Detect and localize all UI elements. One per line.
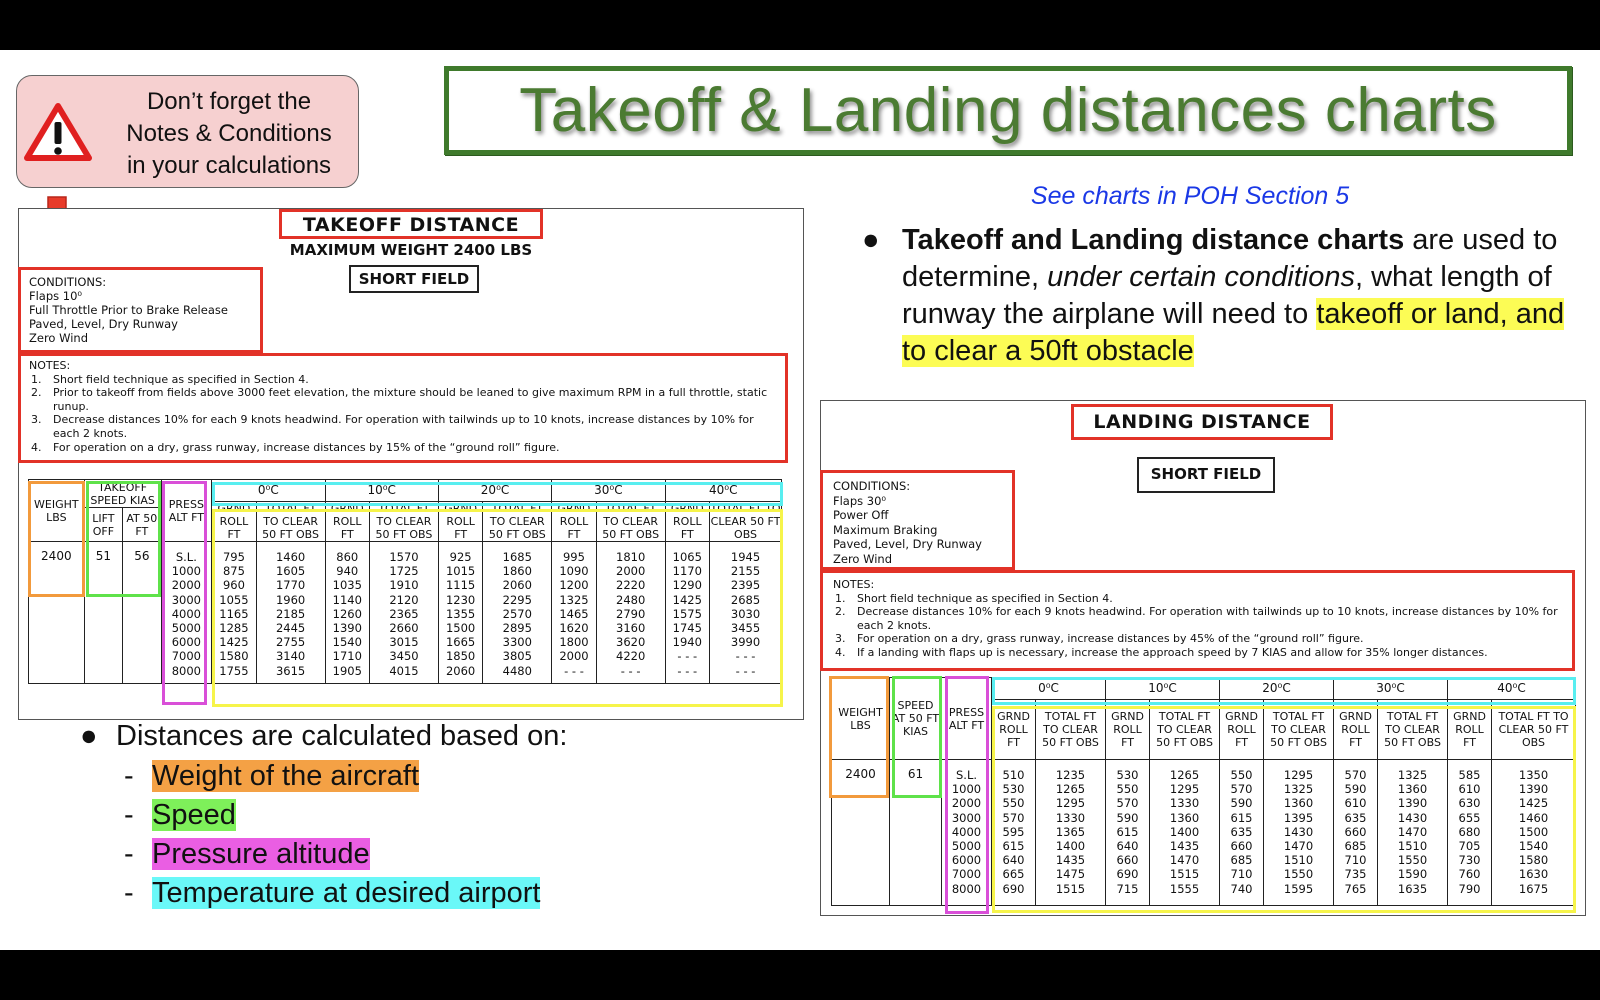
speed-header: SPEED AT 50 FT KIAS: [890, 678, 942, 760]
grnd-roll-header: GRND ROLL FT: [1334, 700, 1378, 760]
grnd-roll-column: 795 875 960 1055 1165 1285 1425 1580 1755: [212, 542, 257, 684]
highlighted-phrase: takeoff or land, and to clear a 50ft obstacle: [902, 298, 1565, 367]
temp-30c: 30⁰C: [1334, 678, 1448, 700]
total-clear-column: 1235 1265 1295 1330 1365 1400 1435 1475 1515: [1036, 760, 1106, 906]
weight-header: WEIGHT LBS: [29, 480, 85, 542]
grnd-roll-header: GRND ROLL FT: [552, 502, 597, 542]
grnd-roll-column: 925 1015 1115 1230 1355 1500 1665 1850 2060: [438, 542, 483, 684]
total-clear-column: 1460 1605 1770 1960 2185 2445 2755 3140 3615: [256, 542, 325, 684]
total-clear-column: 1685 1860 2060 2295 2570 2895 3300 3805 4480: [483, 542, 552, 684]
total-clear-column: 1295 1325 1360 1395 1430 1470 1510 1550 1595: [1264, 760, 1334, 906]
italic-phrase: under certain conditions: [1047, 261, 1355, 293]
landing-distance-chart: [820, 400, 1586, 916]
liftoff-speed-value: 51: [84, 542, 122, 684]
notes-reminder-callout: [16, 75, 359, 188]
grnd-roll-header: GRND ROLL FT: [325, 502, 370, 542]
bullet-temperature: - Temperature at desired airport: [124, 877, 541, 909]
takeoff-distance-chart: [18, 208, 804, 720]
poh-reference: See charts in POH Section 5: [1030, 182, 1350, 210]
grnd-roll-header: GRND ROLL FT: [212, 502, 257, 542]
temp-0c: 0⁰C: [212, 480, 325, 502]
press-alt-header: PRESS ALT FT: [161, 480, 212, 542]
total-clear-header: TOTAL FT TO CLEAR 50 FT OBS: [1492, 700, 1576, 760]
grnd-roll-header: GRND ROLL FT: [665, 502, 710, 542]
right-bullet: [862, 222, 1582, 370]
bullet-weight: - Weight of the aircraft: [124, 760, 420, 792]
takeoff-chart-subtitle: MAXIMUM WEIGHT 2400 LBS: [289, 241, 533, 259]
total-clear-header: TOTAL FT TO CLEAR 50 FT OBS: [1150, 700, 1220, 760]
total-clear-header: TOTAL FT TO CLEAR 50 FT OBS: [370, 502, 439, 542]
bold-phrase: Takeoff and Landing distance charts: [902, 224, 1405, 256]
temp-0c: 0⁰C: [992, 678, 1106, 700]
text-run: , what length of runway the airplane will need to: [902, 261, 1552, 330]
callout-text: Don’t forget the Notes & Conditions in your calculations: [126, 88, 332, 179]
landing-chart-title: LANDING DISTANCE: [1071, 404, 1333, 440]
total-clear-header: TOTAL FT TO CLEAR 50 FT OBS: [710, 502, 781, 541]
bullet-main: ● Distances are calculated based on:: [80, 720, 568, 752]
takeoff-chart-title: TAKEOFF DISTANCE: [279, 209, 543, 239]
speed-value: 61: [890, 760, 942, 906]
total-clear-header: TOTAL FT TO CLEAR 50 FT OBS: [483, 502, 552, 542]
total-clear-column: 1810 2000 2220 2480 2790 3160 3620 4220 - - -: [596, 542, 665, 684]
total-clear-header: TOTAL FT TO CLEAR 50 FT OBS: [256, 502, 325, 542]
slide: [0, 50, 1600, 950]
grnd-roll-column: 995 1090 1200 1325 1465 1620 1800 2000 - - -: [552, 542, 597, 684]
slide-title: Takeoff & Landing distances charts: [519, 76, 1497, 145]
bullet-pressure-altitude: - Pressure altitude: [124, 838, 370, 870]
landing-notes: NOTES: 1. Short field technique as specified in Section 4. 2. Decrease distances 10% for each 9 knots headwind. For operation with tailwinds up to 10 knots, increase distances by 10% for each 2 knots. 3. For operation on a dry, grass runway, increase distances by 45% of the “ground roll” figure. 4. If a landing with flaps up is necessary, increase the approach speed by 7 KIAS and allow for 35% longer distances.: [833, 578, 1558, 659]
total-clear-header: TOTAL FT TO CLEAR 50 FT OBS: [1378, 700, 1448, 760]
grnd-roll-header: GRND ROLL FT: [992, 700, 1036, 760]
warning-triangle-icon: [23, 102, 93, 162]
left-bullets: [80, 720, 567, 916]
grnd-roll-column: 585 610 630 655 680 705 730 760 790: [1448, 760, 1492, 906]
total-clear-column: 1945 2155 2395 2685 3030 3455 3990 - - - - - -: [710, 542, 782, 684]
grnd-roll-column: 860 940 1035 1140 1260 1390 1540 1710 1905: [325, 542, 370, 684]
at50-speed-value: 56: [123, 542, 161, 684]
weight-value: 2400: [29, 542, 85, 684]
total-clear-column: 1570 1725 1910 2120 2365 2660 3015 3450 4015: [370, 542, 439, 684]
total-clear-header: TOTAL FT TO CLEAR 50 FT OBS: [1036, 700, 1106, 760]
total-clear-column: 1350 1390 1425 1460 1500 1540 1580 1630 1675: [1492, 760, 1576, 906]
grnd-roll-column: 570 590 610 635 660 685 710 735 765: [1334, 760, 1378, 906]
total-clear-header: TOTAL FT TO CLEAR 50 FT OBS: [1264, 700, 1334, 760]
temp-40c: 40⁰C: [665, 480, 781, 502]
text-run: are used to determine,: [902, 224, 1558, 293]
takeoff-short-field-label: SHORT FIELD: [349, 265, 479, 293]
landing-data-table: [831, 677, 1576, 906]
grnd-roll-column: 510 530 550 570 595 615 640 665 690: [992, 760, 1036, 906]
temp-10c: 10⁰C: [1106, 678, 1220, 700]
temp-40c: 40⁰C: [1448, 678, 1576, 700]
temp-20c: 20⁰C: [438, 480, 551, 502]
temp-10c: 10⁰C: [325, 480, 438, 502]
at-50ft-header: AT 50 FT: [123, 508, 161, 542]
press-alt-header: PRESS ALT FT: [942, 678, 992, 760]
grnd-roll-header: GRND ROLL FT: [1448, 700, 1492, 760]
grnd-roll-header: GRND ROLL FT: [1220, 700, 1264, 760]
grnd-roll-column: 1065 1170 1290 1425 1575 1745 1940 - - - - - -: [665, 542, 710, 684]
lift-off-header: LIFT OFF: [84, 508, 122, 542]
grnd-roll-column: 550 570 590 615 635 660 685 710 740: [1220, 760, 1264, 906]
bullet-dot: ●: [862, 224, 880, 256]
temp-30c: 30⁰C: [552, 480, 665, 502]
weight-header: WEIGHT LBS: [832, 678, 890, 760]
takeoff-data-table: [28, 479, 782, 684]
press-alt-column: S.L. 1000 2000 3000 4000 5000 6000 7000 8000: [161, 542, 212, 684]
takeoff-conditions: CONDITIONS: Flaps 10⁰ Full Throttle Prior to Brake Release Paved, Level, Dry Runway Zero Wind: [29, 275, 228, 345]
grnd-roll-column: 530 550 570 590 615 640 660 690 715: [1106, 760, 1150, 906]
total-clear-column: 1325 1360 1390 1430 1470 1510 1550 1590 1635: [1378, 760, 1448, 906]
total-clear-header: TOTAL FT TO CLEAR 50 FT OBS: [596, 502, 665, 542]
grnd-roll-header: GRND ROLL FT: [1106, 700, 1150, 760]
landing-short-field-label: SHORT FIELD: [1137, 457, 1275, 493]
bullet-speed: - Speed: [124, 799, 236, 831]
temp-20c: 20⁰C: [1220, 678, 1334, 700]
slide-title-box: [444, 66, 1572, 155]
total-clear-column: 1265 1295 1330 1360 1400 1435 1470 1515 1555: [1150, 760, 1220, 906]
weight-value: 2400: [832, 760, 890, 906]
takeoff-notes: NOTES: 1. Short field technique as specified in Section 4. 2. Prior to takeoff from fields above 3000 feet elevation, the mixture should be leaned to give maximum RPM in a full throttle, static runup. 3. Decrease distances 10% for each 9 knots headwind. For operation with tailwinds up to 10 knots, increase distances by 10% for each 2 knots. 4. For operation on a dry, grass runway, increase distances by 15% of the “ground roll” figure.: [29, 359, 768, 454]
press-alt-column: S.L. 1000 2000 3000 4000 5000 6000 7000 8000: [942, 760, 992, 906]
landing-conditions: CONDITIONS: Flaps 30⁰ Power Off Maximum Braking Paved, Level, Dry Runway Zero Wind: [833, 479, 982, 566]
grnd-roll-header: GRND ROLL FT: [438, 502, 483, 542]
takeoff-speed-header: TAKEOFF SPEED KIAS: [84, 480, 161, 508]
